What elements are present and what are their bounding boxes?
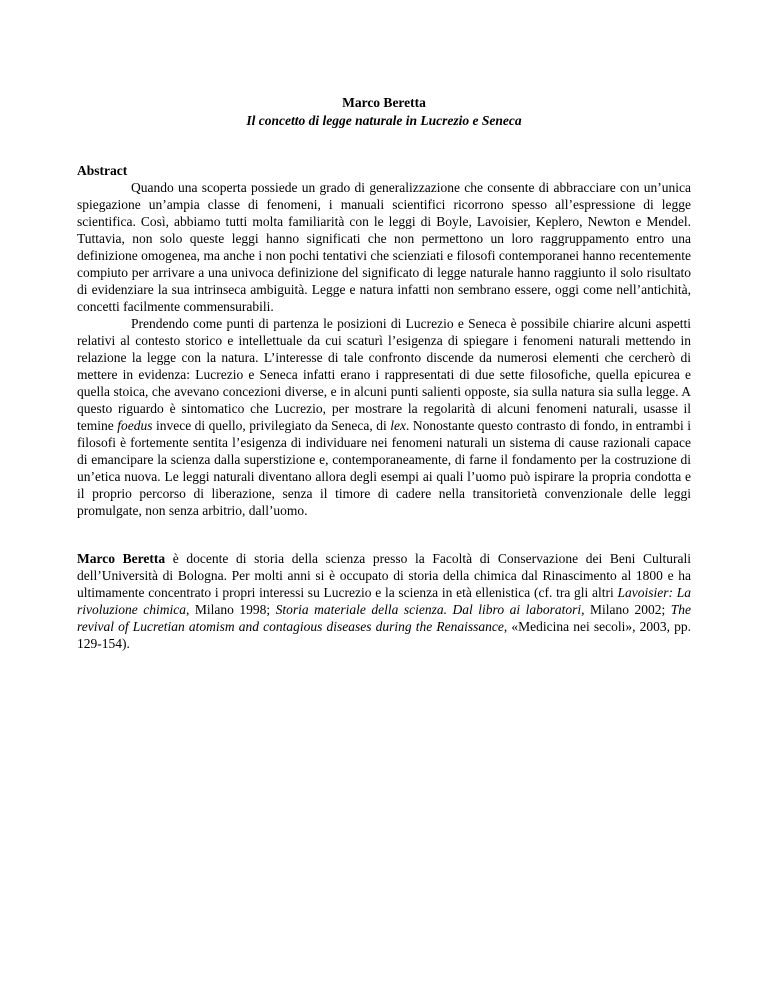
abstract-paragraph-2 [77, 315, 691, 519]
bio-text-a: è docente di storia della scienza presso la Facoltà di Conservazione dei Beni Culturali dell’Università di Bologna. Per molti anni si è occupato di storia della chimica dal Rinascimento al 1800 e ha ultimamente concentrato i propri interessi su Lucrezio e la scienza in età ellenistica (cf. tra gli altri [77, 551, 691, 600]
author-bio [77, 550, 691, 652]
author-name: Marco Beretta [342, 95, 426, 110]
bio-work-3: The revival of Lucretian atomism and contagious diseases during the Renaissance [77, 602, 692, 634]
term-lex: lex [390, 418, 406, 433]
document-page [77, 94, 691, 652]
abstract-heading: Abstract [77, 163, 128, 178]
abstract-paragraph-2-text-a: Prendendo come punti di partenza le posizioni di Lucrezio e Seneca è possibile chiarire alcuni aspetti relativi al contesto storico e intellettuale da cui scaturì l’esigenza di spiegare i fenomeni naturali mettendo in relazione la legge con la natura. L’interesse di tale confronto discende da numerosi elementi che cercherò di mettere in evidenza: Lucrezio e Seneca infatti erano i rappresentati di due sette filosofiche, quella epicurea e quella stoica, che avevano concezioni diverse, e in alcuni punti salienti opposte, sia sulla natura sia sulla legge. A questo riguardo è sintomatico che Lucrezio, per mostrare la regolarità di alcuni fenomeni naturali, usasse il temine [77, 316, 691, 433]
bio-text-d: , «Medicina nei secoli», 2003, pp. 129-154). [77, 619, 692, 651]
abstract-paragraph-2-text-c: . Nonostante questo contrasto di fondo, in entrambi i filosofi è fortemente sentita l’esigenza di individuare nei fenomeni naturali un sistema di cause razionali capace di emancipare la scienza dalla superstizione e, contemporaneamente, di farne il fondamento per la costruzione di un’etica nuova. Le leggi naturali diventano allora degli esempi ai quali l’uomo può ispirare la propria condotta e il proprio percorso di liberazione, senza il timore di cadere nella transitorietà convenzionale delle leggi promulgate, non senza arbitrio, dall’uomo. [77, 418, 691, 518]
bio-work-2: Storia materiale della scienza. Dal libro ai laboratori [275, 602, 582, 617]
paper-title: Il concetto di legge naturale in Lucrezio e Seneca [246, 113, 522, 128]
bio-author-name: Marco Beretta [77, 551, 166, 566]
abstract-paragraph-2-text-b: invece di quello, privilegiato da Seneca, di [152, 418, 391, 433]
bio-text-c: , Milano 2002; [581, 602, 671, 617]
abstract-paragraph-1: Quando una scoperta possiede un grado di generalizzazione che consente di abbracciare con un’unica spiegazione un’ampia classe di fenomeni, i manuali scientifici ricorrono spesso all’espressione di legge scientifica. Così, abbiamo tutti molta familiarità con le leggi di Boyle, Lavoisier, Keplero, Newton e Mendel. Tuttavia, non solo queste leggi hanno significati che non permettono un loro raggruppamento entro una definizione omogenea, ma anche i non pochi tentativi che scienziati e filosofi contemporanei hanno recentemente compiuto per arrivare a una univoca definizione del significato di legge naturale hanno raggiunto il solo risultato di evidenziare la sua intrinseca ambiguità. Legge e natura infatti non sembrano essere, oggi come nell’antichità, concetti facilmente commensurabili. [77, 180, 691, 314]
term-foedus: foedus [117, 418, 153, 433]
bio-work-1: Lavoisier: La rivoluzione chimica [77, 585, 691, 617]
bio-text-b: , Milano 1998; [186, 602, 276, 617]
